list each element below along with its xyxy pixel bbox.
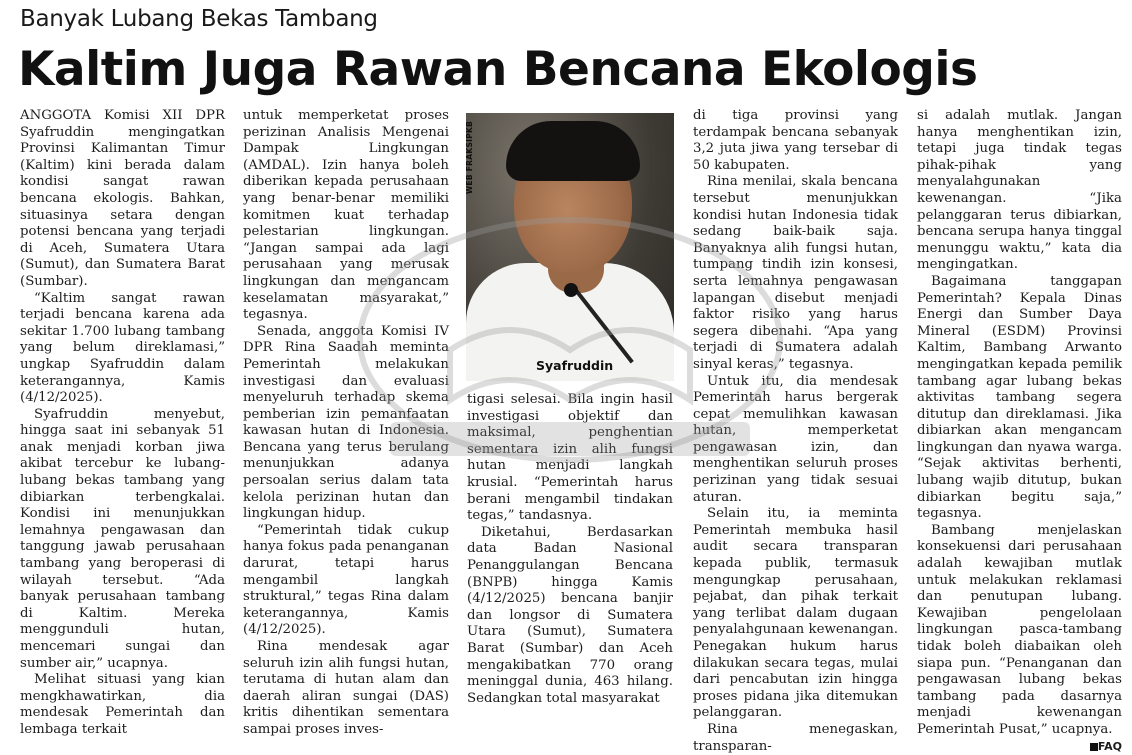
headline: Kaltim Juga Rawan Bencana Ekologis — [18, 42, 978, 97]
paragraph: untuk memperketat proses perizinan Analisis Mengenai Dampak Lingkungan (AMDAL). Izin hanya boleh diberikan kepada perusahaan yang benar-benar memiliki komitmen kuat terhadap pelestarian lingkungan. “Jangan sampai ada lagi perusahaan yang merusak lingkungan dan mengancam keselamatan masyarakat,” tegasnya. — [243, 108, 449, 323]
paragraph: Syafruddin menyebut, hingga saat ini sebanyak 51 anak menjadi korban jiwa akibat tercebur ke lubang-lubang bekas tambang yang dibiarkan terbengkalai. Kondisi ini menunjukkan lemahnya pengawasan dan tanggung jawab perusahaan tambang yang beroperasi di wilayah tersebut. “Ada banyak perusahaan tambang di Kaltim. Mereka menggunduli hutan, mencemari sungai dan sumber air,” ucapnya. — [20, 406, 225, 671]
paragraph: si adalah mutlak. Jangan hanya menghentikan izin, tetapi juga tindak tegas pihak-pihak yang menyalahgunakan kewenangan. “Jika pelanggaran terus dibiarkan, bencana serupa hanya tinggal menunggu waktu,” kata dia mengingatkan. — [917, 108, 1122, 273]
photo-caption: Syafruddin — [536, 358, 614, 373]
article-column-1 — [20, 108, 225, 737]
photo-hair — [506, 121, 640, 181]
paragraph: “Kaltim sangat rawan terjadi bencana karena ada sekitar 1.700 lubang tambang yang belum direklamasi,” ungkap Syafruddin dalam keterangannya, Kamis (4/12/2025). — [20, 290, 225, 406]
signoff-line — [917, 739, 1122, 755]
paragraph: di tiga provinsi yang terdampak bencana sebanyak 3,2 juta jiwa yang tersebar di 50 kabupaten. — [693, 108, 898, 173]
paragraph: Rina mendesak agar seluruh izin alih fungsi hutan, terutama di hutan alam dan daerah aliran sungai (DAS) kritis dihentikan sementara sampai proses inves- — [243, 639, 449, 737]
portrait-photo — [466, 113, 674, 381]
paragraph: Bagaimana tanggapan Pemerintah? Kepala Dinas Energi dan Sumber Daya Mineral (ESDM) Provinsi Kaltim, Bambang Arwanto mengingatkan kepada pemilik tambang agar lubang bekas aktivitas tambang segera ditutup dan direklamasi. Jika dibiarkan akan mengancam lingkungan dan nyawa warga. “Sejak aktivitas berhenti, lubang wajib ditutup, bukan dibiarkan begitu saja,” tegasnya. — [917, 273, 1122, 522]
paragraph: ANGGOTA Komisi XII DPR Syafruddin mengingatkan Provinsi Kalimantan Timur (Kaltim) kini berada dalam kondisi sangat rawan bencana ekologis. Bahkan, situasinya setara dengan potensi bencana yang terjadi di Aceh, Sumatera Utara (Sumut), dan Sumatera Barat (Sumbar). — [20, 108, 225, 289]
paragraph: Untuk itu, dia mendesak Pemerintah harus bergerak cepat memulihkan kawasan hutan, memperketat pengawasan izin, dan menghentikan seluruh proses perizinan yang tidak sesuai aturan. — [693, 373, 898, 505]
paragraph: Senada, anggota Komisi IV DPR Rina Saadah meminta Pemerintah melakukan investigasi dan evaluasi menyeluruh terhadap skema pemberian izin pemanfaatan kawasan hutan di Indonesia. Bencana yang terus berulang menunjukkan adanya persoalan serius dalam tata kelola perizinan hutan dan lingkungan hidup. — [243, 323, 449, 522]
paragraph: Melihat situasi yang kian mengkhawatirkan, dia mendesak Pemerintah dan lembaga terkait — [20, 672, 225, 737]
paragraph: “Pemerintah tidak cukup hanya fokus pada penanganan darurat, tetapi harus mengambil langkah struktural,” tegas Rina dalam keterangannya, Kamis (4/12/2025). — [243, 522, 449, 638]
paragraph: Rina menegaskan, transparan- — [693, 721, 898, 754]
article-column-2 — [243, 108, 449, 737]
microphone-head — [564, 283, 578, 297]
article-column-3 — [467, 392, 673, 706]
end-mark-icon — [1090, 743, 1098, 751]
article-column-4 — [693, 108, 898, 754]
paragraph: Selain itu, ia meminta Pemerintah membuka hasil audit secara transparan kepada publik, termasuk mengungkap perusahaan, pejabat, dan pihak terkait yang terlibat dalam dugaan penyalahgunaan kewenangan. Penegakan hukum harus dilakukan secara tegas, mulai dari pencabutan izin hingga proses pidana jika ditemukan pelanggaran. — [693, 506, 898, 721]
article-column-5 — [917, 108, 1122, 753]
paragraph: tigasi selesai. Bila ingin hasil investigasi objektif dan maksimal, penghentian sementara izin alih fungsi hutan menjadi langkah krusial. “Pemerintah harus berani mengambil tindakan tegas,” tandasnya. — [467, 392, 673, 524]
paragraph: Bambang menjelaskan konsekuensi dari perusahaan adalah kewajiban mutlak untuk melakukan reklamasi dan penutupan lubang. Kewajiban pengelolaan lingkungan pasca-tambang tidak boleh diabaikan oleh siapa pun. “Penanganan dan pengawasan lubang bekas tambang pada dasarnya menjadi kewenangan Pemerintah Pusat,” ucapnya. — [917, 522, 1122, 737]
author-signoff: FAQ — [1097, 739, 1122, 753]
paragraph: Diketahui, Berdasarkan data Badan Nasional Penanggulangan Bencana (BNPB) hingga Kamis (4/12/2025) bencana banjir dan longsor di Sumatera Utara (Sumut), Sumatera Barat (Sumbar) dan Aceh mengakibatkan 770 orang meninggal dunia, 463 hilang. Sedangkan total masyarakat — [467, 524, 673, 706]
kicker: Banyak Lubang Bekas Tambang — [20, 6, 378, 32]
paragraph: Rina menilai, skala bencana tersebut menunjukkan kondisi hutan Indonesia tidak sedang baik-baik saja. Banyaknya alih fungsi hutan, tumpang tindih izin konsesi, serta lemahnya pengawasan lapangan disebut menjadi faktor risiko yang harus segera dibenahi. “Apa yang terjadi di Sumatera adalah sinyal keras,” tegasnya. — [693, 174, 898, 372]
photo-credit: WEB FRAKSIPKB — [465, 120, 475, 195]
